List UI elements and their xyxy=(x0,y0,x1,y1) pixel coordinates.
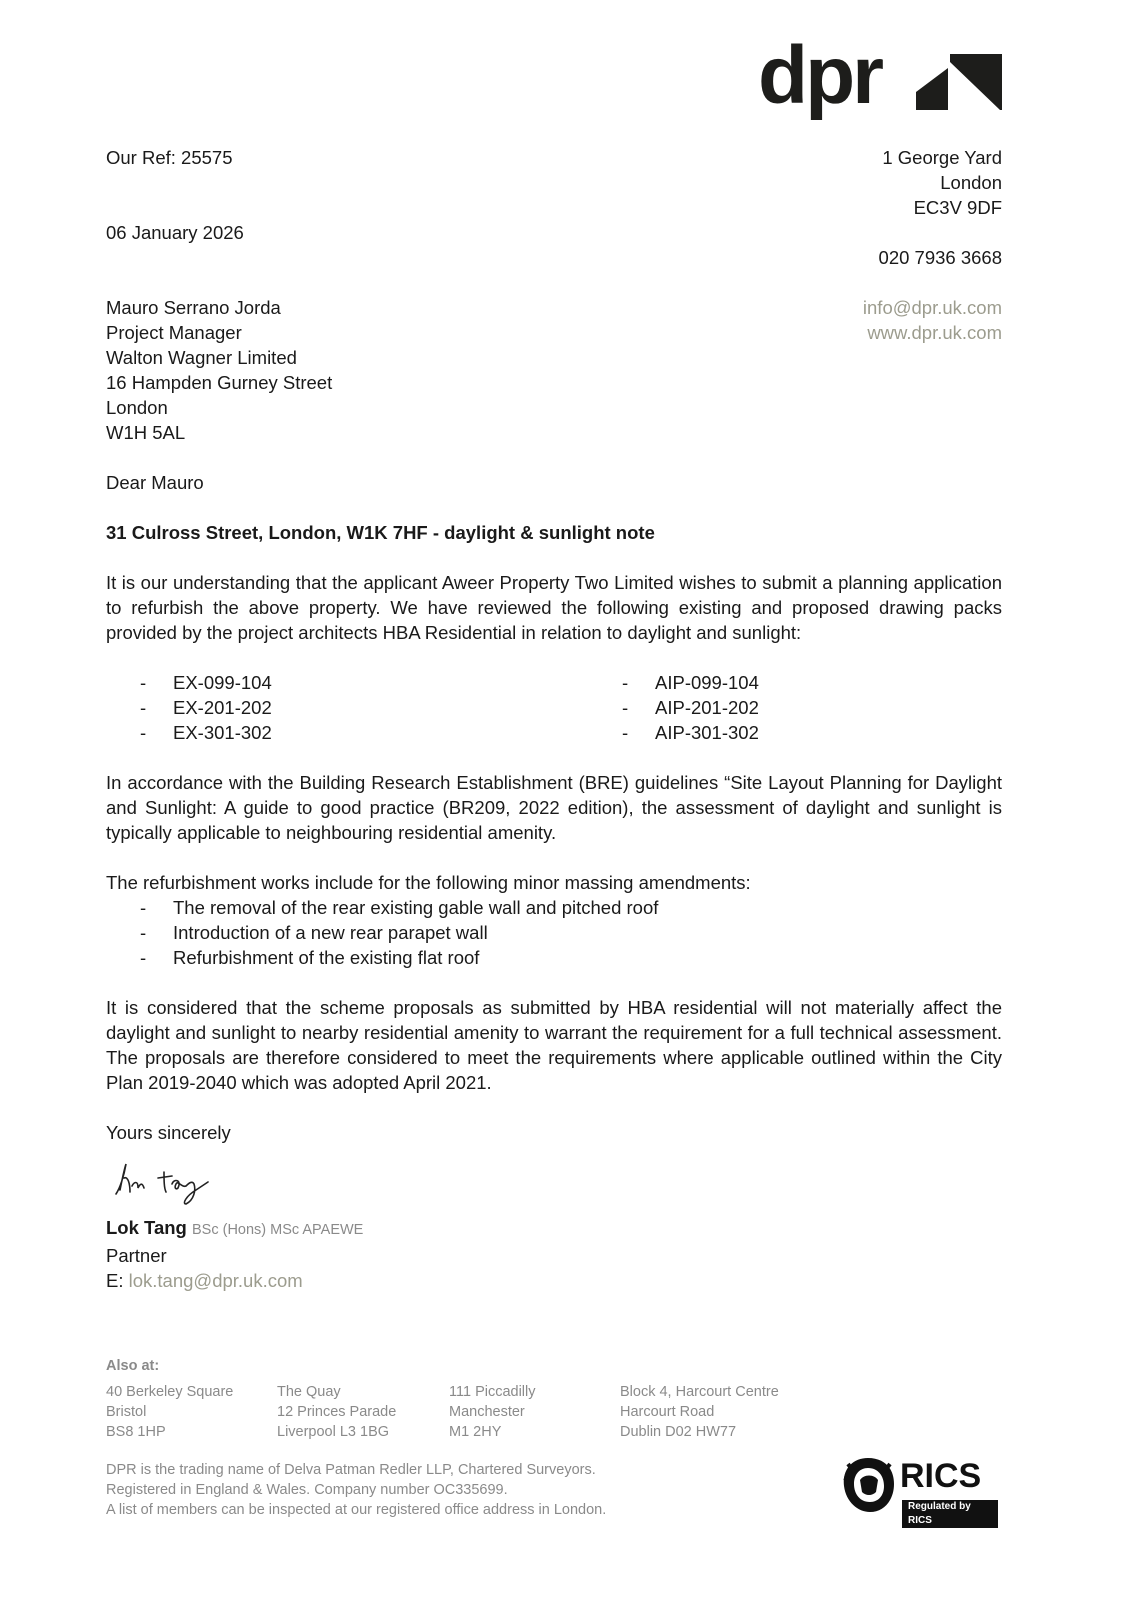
signature-image xyxy=(112,1158,222,1208)
office-bristol: 40 Berkeley Square Bristol BS8 1HP xyxy=(106,1384,234,1440)
address-line: London xyxy=(940,172,1002,193)
recipient-line: Walton Wagner Limited xyxy=(106,347,297,368)
paragraph-amendments xyxy=(106,870,751,970)
rics-lion-icon xyxy=(838,1454,900,1516)
existing-drawings-list xyxy=(106,670,272,745)
list-item: - EX-301-302 xyxy=(140,722,272,743)
rics-regulated-badge: Regulated by RICS xyxy=(902,1500,998,1528)
signatory-name: Lok Tang xyxy=(106,1217,187,1238)
recipient-line: Project Manager xyxy=(106,322,242,343)
office-dublin: Block 4, Harcourt Centre Harcourt Road Dublin D02 HW77 xyxy=(620,1384,779,1440)
recipient-line: W1H 5AL xyxy=(106,422,186,443)
list-item: - AIP-099-104 xyxy=(622,672,759,693)
signatory-qualifications: BSc (Hons) MSc APAEWE xyxy=(192,1222,364,1238)
office-liverpool: The Quay 12 Princes Parade Liverpool L3 1BG xyxy=(277,1384,397,1440)
signatory-title: Partner xyxy=(106,1245,167,1266)
list-item: - EX-201-202 xyxy=(140,697,272,718)
letter-date: 06 January 2026 xyxy=(106,222,244,243)
list-item: - The removal of the rear existing gable wall and pitched roof xyxy=(140,897,659,918)
sender-address xyxy=(863,145,1002,345)
recipient-line: Mauro Serrano Jorda xyxy=(106,297,281,318)
website-link[interactable]: www.dpr.uk.com xyxy=(867,322,1002,343)
list-item: - Introduction of a new rear parapet wall xyxy=(140,922,488,943)
list-item: - AIP-201-202 xyxy=(622,697,759,718)
proposed-drawings-list xyxy=(588,670,759,745)
phone: 020 7936 3668 xyxy=(878,247,1002,268)
dpr-logo xyxy=(758,30,1008,135)
list-item: - AIP-301-302 xyxy=(622,722,759,743)
logo-mark-icon xyxy=(916,52,1004,114)
recipient-address xyxy=(106,295,332,445)
address-line: 1 George Yard xyxy=(882,147,1002,168)
rics-logo xyxy=(838,1452,998,1526)
office-manchester: 111 Piccadilly Manchester M1 2HY xyxy=(449,1384,536,1440)
closing: Yours sincerely xyxy=(106,1122,231,1143)
salutation: Dear Mauro xyxy=(106,472,204,493)
list-item: - Refurbishment of the existing flat roof xyxy=(140,947,480,968)
address-line: EC3V 9DF xyxy=(913,197,1002,218)
email-link[interactable]: info@dpr.uk.com xyxy=(862,297,1002,318)
recipient-line: London xyxy=(106,397,168,418)
logo-wordmark: dpr xyxy=(758,30,882,121)
paragraph-bre: In accordance with the Building Research Establishment (BRE) guidelines “Site Layout Planning for Daylight and Sunlight: A guide to good practice (BR209, 2022 edition), the assessment of daylight and sunlight is typically applicable to neighbouring residential amenity. xyxy=(106,772,1002,843)
paragraph-intro: It is our understanding that the applicant Aweer Property Two Limited wishes to submit a planning application to refurbish the above property. We have reviewed the following existing and proposed drawing packs provided by the project architects HBA Residential in relation to daylight and sunlight: xyxy=(106,572,1002,643)
rics-wordmark: RICS xyxy=(900,1457,982,1495)
legal-notice: DPR is the trading name of Delva Patman Redler LLP, Chartered Surveyors. Registered in England & Wales. Company number OC335699. A list of members can be inspected at our registered office address in London. xyxy=(106,1462,607,1518)
list-item: - EX-099-104 xyxy=(140,672,272,693)
signatory-block xyxy=(106,1215,363,1293)
amendments-intro: The refurbishment works include for the following minor massing amendments: xyxy=(106,872,751,893)
signatory-email-line: E: lok.tang@dpr.uk.com xyxy=(106,1270,303,1291)
signatory-email-link[interactable]: lok.tang@dpr.uk.com xyxy=(128,1270,303,1291)
also-at-label: Also at: xyxy=(106,1358,160,1374)
signatory-name-line xyxy=(106,1215,363,1243)
subject-heading: 31 Culross Street, London, W1K 7HF - daylight & sunlight note xyxy=(106,522,655,543)
recipient-line: 16 Hampden Gurney Street xyxy=(106,372,333,393)
paragraph-conclusion: It is considered that the scheme proposals as submitted by HBA residential will not materially affect the daylight and sunlight to nearby residential amenity to warrant the requirement for a full technical assessment. The proposals are therefore considered to meet the requirements where applicable outlined within the City Plan 2019-2040 which was adopted April 2021. xyxy=(106,997,1002,1093)
our-ref: Our Ref: 25575 xyxy=(106,147,233,168)
